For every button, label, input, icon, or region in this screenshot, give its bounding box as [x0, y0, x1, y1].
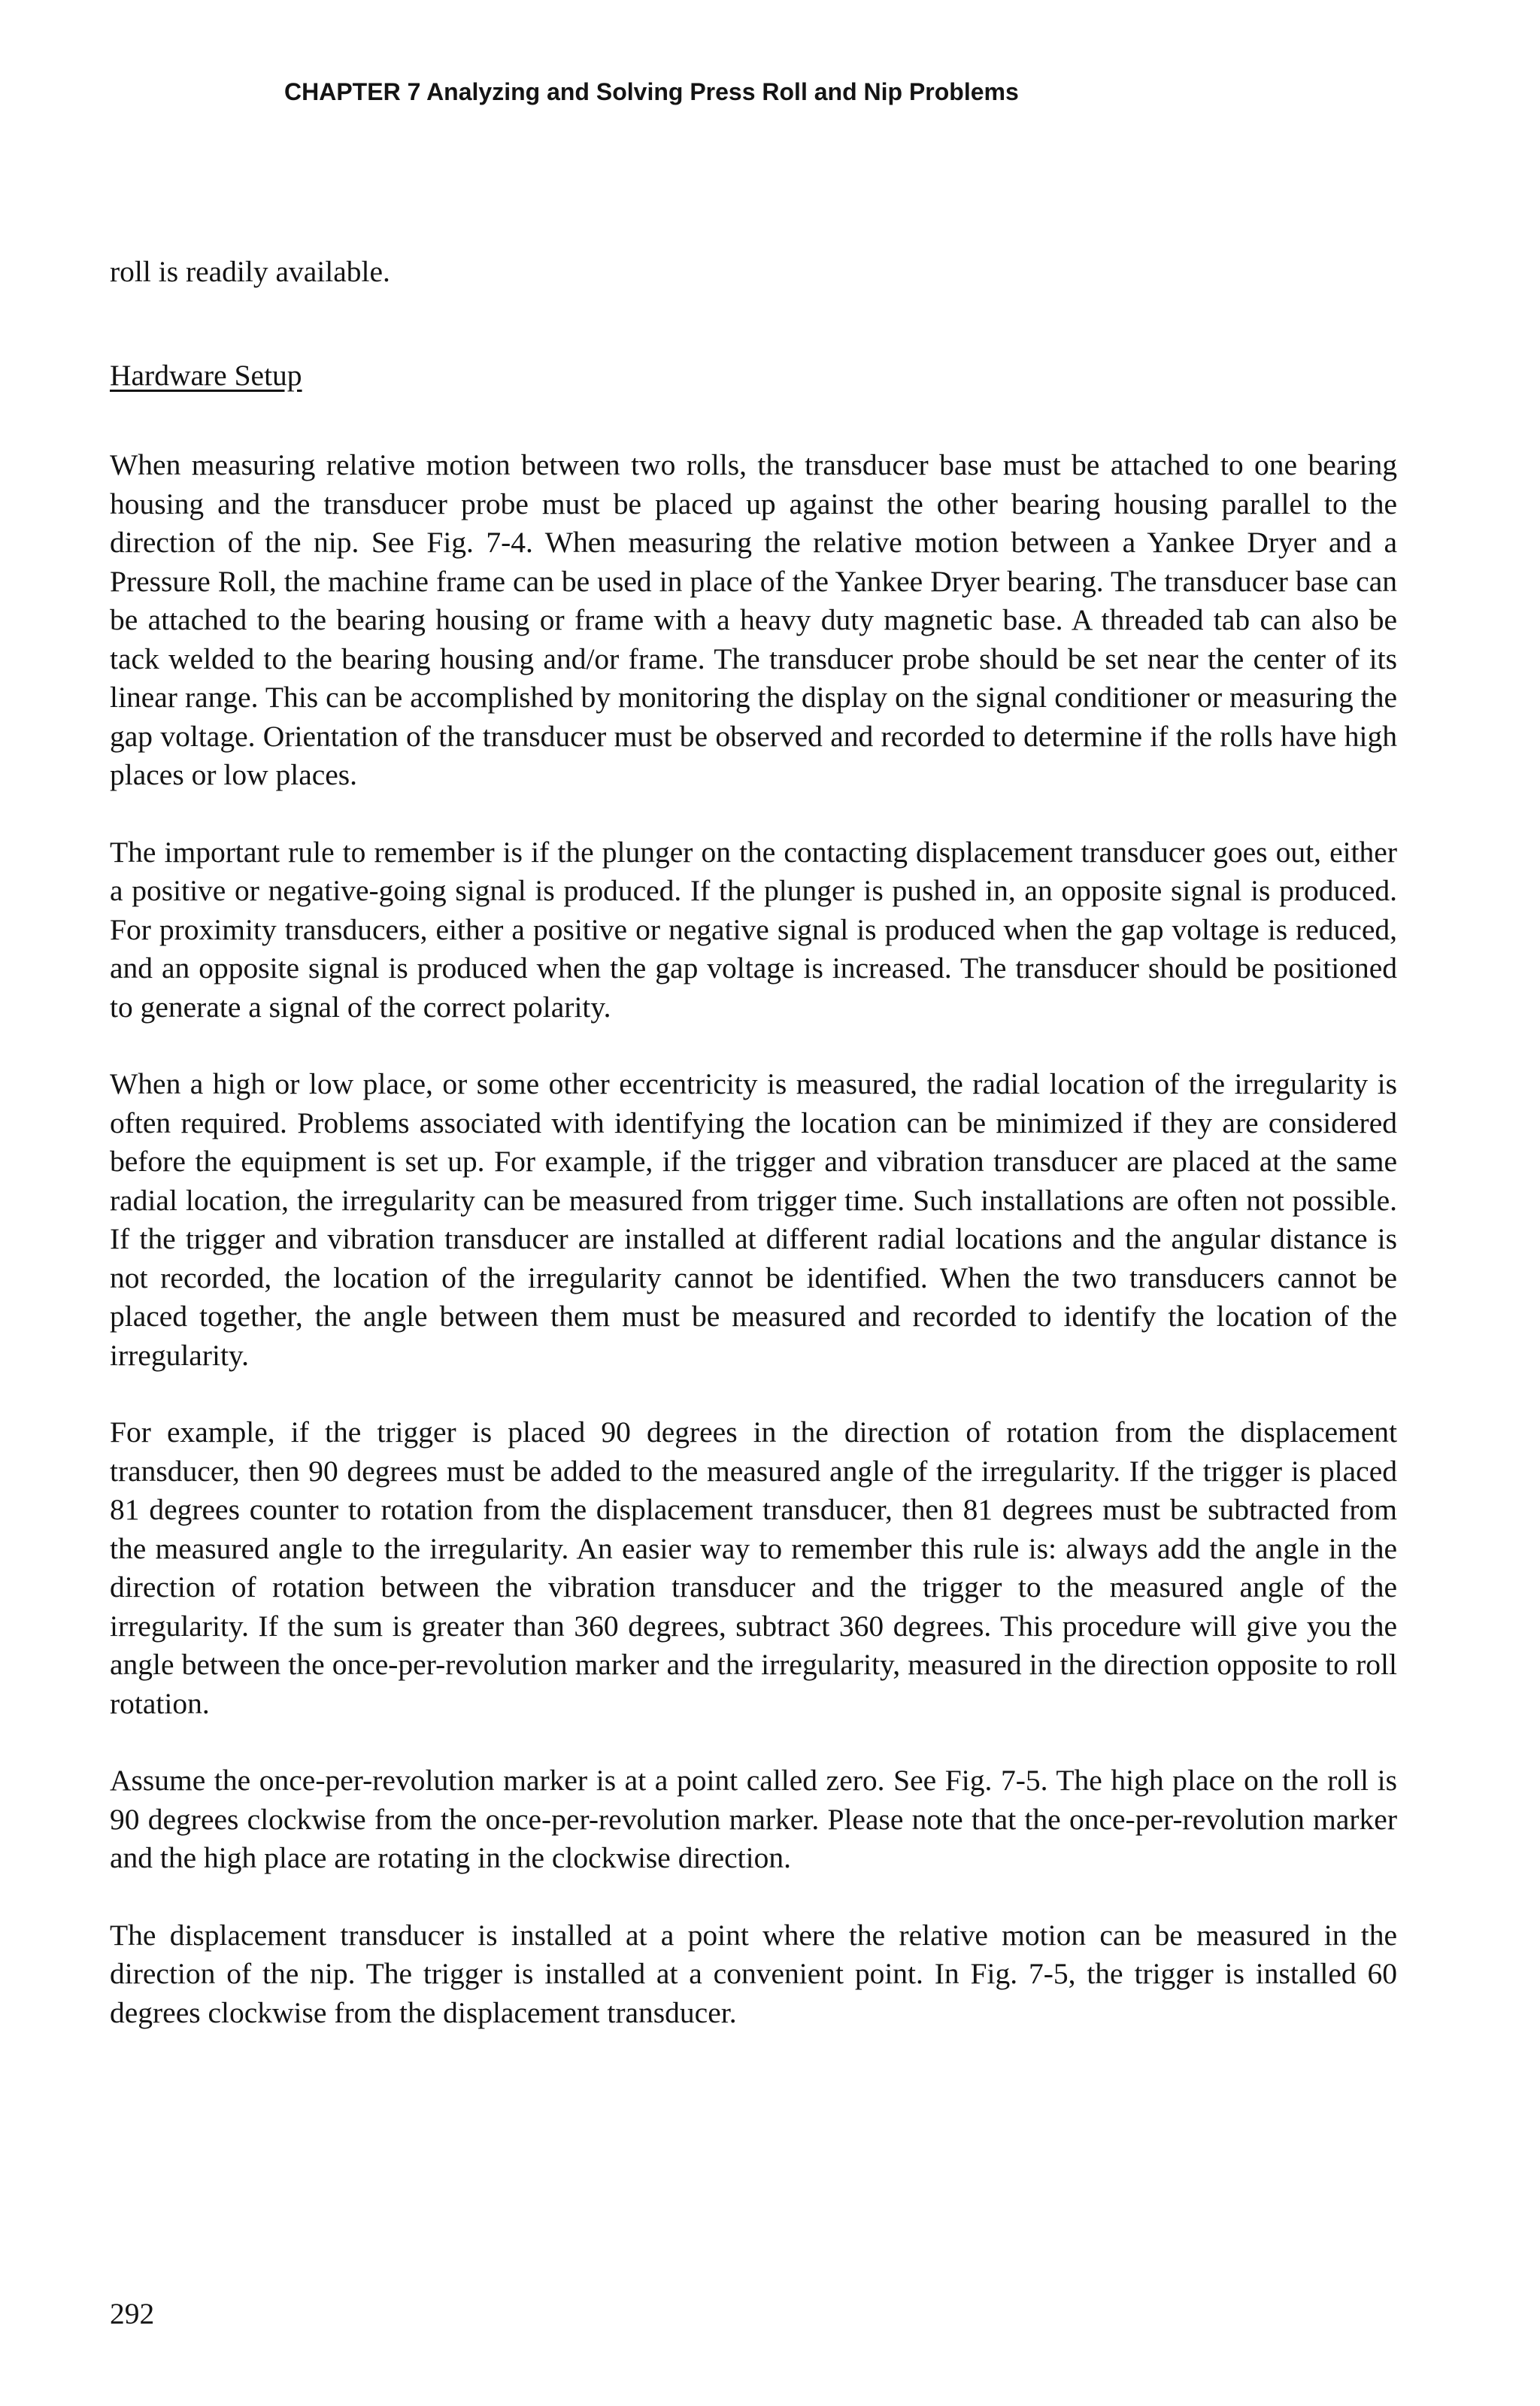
page-body [110, 253, 1397, 2071]
paragraph-trigger-installation: The displacement transducer is installed at a point where the relative motion can be measured in the direction of the nip. The trigger is installed at a convenient point. In Fig. 7-5, the trigger is installed 60 degrees clockwise from the displacement transducer. [110, 1918, 1397, 2029]
section-heading: Hardware Setup [110, 358, 302, 392]
running-header: CHAPTER 7 Analyzing and Solving Press Roll and Nip Problems [284, 78, 1019, 105]
paragraph-angle-example: For example, if the trigger is placed 90 degrees in the direction of rotation from the displacement transducer, then 90 degrees must be added to the measured angle of the irregularity. If the trigger is placed 81 degrees counter to rotation from the displacement transducer, then 81 degrees must be subtracted from the measured angle to the irregularity. An easier way to remember this rule is: always add the angle in the direction of rotation between the vibration transducer and the trigger to the measured angle of the irregularity. If the sum is greater than 360 degrees, subtract 360 degrees. This procedure will give you the angle between the once-per-revolution marker and the irregularity, measured in the direction opposite to roll rotation. [110, 1415, 1397, 1720]
page-number: 292 [110, 2297, 155, 2330]
continued-paragraph: roll is readily available. [110, 255, 390, 288]
paragraph-polarity-rule: The important rule to remember is if the plunger on the contacting displacement transducer goes out, either a positive or negative-going signal is produced. If the plunger is pushed in, an opposite signal is produced. For proximity transducers, either a positive or negative signal is produced when the gap voltage is reduced, and an opposite signal is produced when the gap voltage is increased. The transducer should be positioned to generate a signal of the correct polarity. [110, 835, 1397, 1024]
paragraph-hardware-setup: When measuring relative motion between two rolls, the transducer base must be attached to one bearing housing and the transducer probe must be placed up against the other bearing housing parallel to the direction of the nip. See Fig. 7-4. When measuring the relative motion between a Yankee Dryer and a Pressure Roll, the machine frame can be used in place of the Yankee Dryer bearing. The transducer base can be attached to the bearing housing or frame with a heavy duty magnetic base. A threaded tab can also be tack welded to the bearing housing and/or frame. The transducer probe should be set near the center of its linear range. This can be accomplished by monitoring the display on the signal conditioner or measuring the gap voltage. Orientation of the transducer must be observed and recorded to determine if the rolls have high places or low places. [110, 448, 1397, 791]
paragraph-radial-location: When a high or low place, or some other eccentricity is measured, the radial location of the irregularity is often required. Problems associated with identifying the location can be minimized if they are considered before the equipment is set up. For example, if the trigger and vibration transducer are placed at the same radial location, the irregularity can be measured from trigger time. Such installations are often not possible. If the trigger and vibration transducer are installed at different radial locations and the angular distance is not recorded, the location of the irregularity cannot be identified. When the two transducers cannot be placed together, the angle between them must be measured and recorded to identify the location of the irregularity. [110, 1067, 1397, 1372]
paragraph-once-per-revolution: Assume the once-per-revolution marker is at a point called zero. See Fig. 7-5. The high place on the roll is 90 degrees clockwise from the once-per-revolution marker. Please note that the once-per-revolution marker and the high place are rotating in the clockwise direction. [110, 1764, 1397, 1874]
